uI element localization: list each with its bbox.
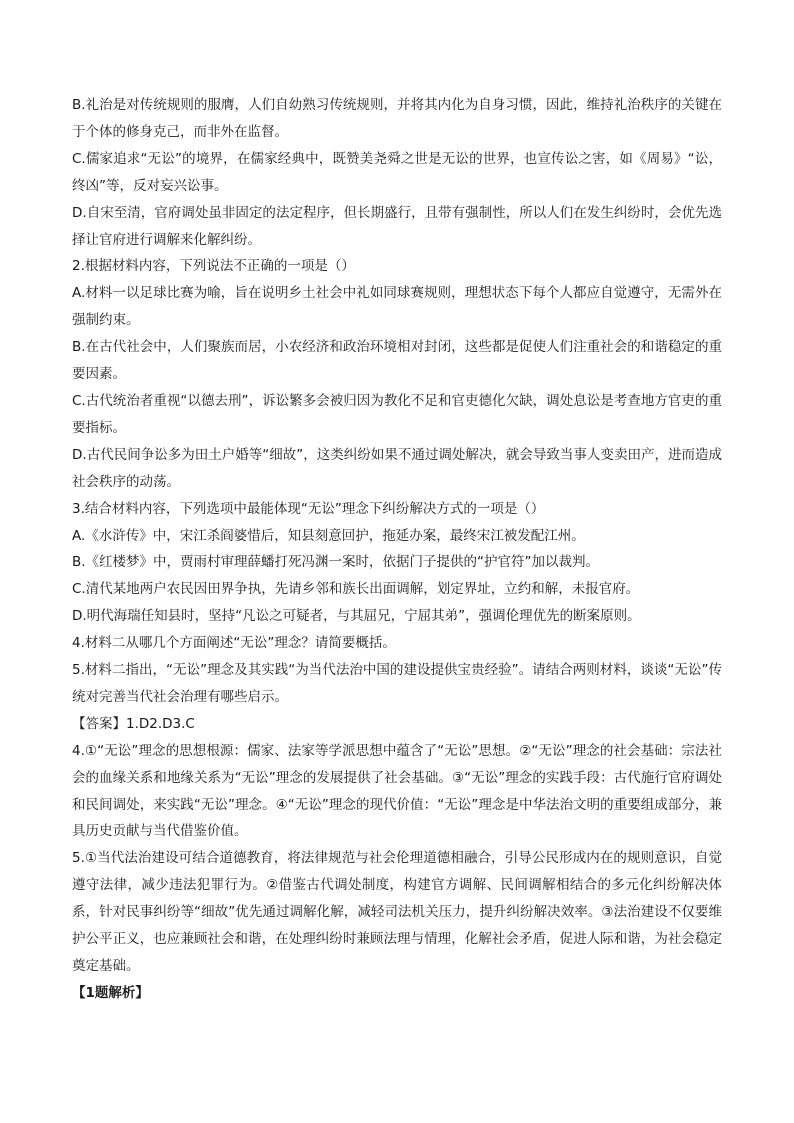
option-2a: A.材料一以足球比赛为喻，旨在说明乡土社会中礼如同球赛规则，理想状态下每个人都应自觉遵守，无需外在强制约束。 bbox=[72, 285, 722, 329]
option-2d: D.古代民间争讼多为田土户婚等“细故”，这类纠纷如果不通过调处解决，就会导致当事人变卖田产，进而造成社会秩序的动荡。 bbox=[72, 446, 722, 490]
option-3b: B.《红楼梦》中，贾雨村审理薛蟠打死冯渊一案时，依据门子提供的“护官符”加以裁判。 bbox=[72, 554, 600, 571]
analysis-heading: 【1题解析】 bbox=[72, 984, 149, 1001]
answer-5: 5.①当代法治建设可结合道德教育，将法律规范与社会伦理道德相融合，引导公民形成内在的规则意识，自觉遵守法律，减少违法犯罪行为。②借鉴古代调处制度，构建官方调解、民间调解相结合的多元化纠纷解决体系，针对民事纠纷等“细故”优先通过调解化解，减轻司法机关压力，提升纠纷解决效率。③法治建设不仅要维护公平正义，也应兼顾社会和谐，在处理纠纷时兼顾法理与情理，化解社会矛盾，促进人际和谐，为社会稳定奠定基础。 bbox=[72, 850, 722, 974]
answer-heading: 【答案】1.D2.D3.C bbox=[72, 715, 195, 732]
option-1b: B.礼治是对传统规则的服膺，人们自幼熟习传统规则，并将其内化为自身习惯，因此，维持礼治秩序的关键在于个体的修身克己，而非外在监督。 bbox=[72, 97, 722, 140]
question-4: 4.材料二从哪几个方面阐述“无讼”理念？请简要概括。 bbox=[72, 635, 396, 652]
option-2b: B.在古代社会中，人们聚族而居，小农经济和政治环境相对封闭，这些都是促使人们注重社会的和谐稳定的重要因素。 bbox=[72, 339, 722, 383]
question-3: 3.结合材料内容，下列选项中最能体现“无讼”理念下纠纷解决方式的一项是（） bbox=[72, 500, 545, 517]
option-3c: C.清代某地两户农民因田界争执，先请乡邻和族长出面调解，划定界址，立约和解，未报官府。 bbox=[72, 581, 640, 598]
question-2: 2.根据材料内容，下列说法不正确的一项是（） bbox=[72, 258, 355, 275]
document-page bbox=[72, 92, 722, 1007]
answer-4: 4.①“无讼”理念的思想根源：儒家、法家等学派思想中蕴含了“无讼”思想。②“无讼”理念的社会基础：宗法社会的血缘关系和地缘关系为“无讼”理念的发展提供了社会基础。③“无讼”理念的实践手段：古代施行官府调处和民间调处，来实践“无讼”理念。④“无讼”理念的现代价值：“无讼”理念是中华法治文明的重要组成部分，兼具历史贡献与当代借鉴价值。 bbox=[72, 742, 722, 840]
option-2c: C.古代统治者重视“以德去刑”，诉讼繁多会被归因为教化不足和官吏德化欠缺，调处息讼是考查地方官吏的重要指标。 bbox=[72, 392, 722, 436]
option-3d: D.明代海瑞任知县时，坚持“凡讼之可疑者，与其屈兄，宁屈其弟”，强调伦理优先的断案原则。 bbox=[72, 608, 641, 625]
option-1c: C.儒家追求“无讼”的境界，在儒家经典中，既赞美尧舜之世是无讼的世界，也宣传讼之害，如《周易》“讼，终凶”等，反对妄兴讼事。 bbox=[72, 150, 722, 194]
option-3a: A.《水浒传》中，宋江杀阎婆惜后，知县刻意回护，拖延办案，最终宋江被发配江州。 bbox=[72, 527, 585, 544]
option-1d: D.自宋至清，官府调处虽非固定的法定程序，但长期盛行，且带有强制性，所以人们在发生纠纷时，会优先选择让官府进行调解来化解纠纷。 bbox=[72, 204, 722, 248]
question-5: 5.材料二指出，“无讼”理念及其实践“为当代法治中国的建设提供宝贵经验”。请结合两则材料，谈谈“无讼”传统对完善当代社会治理有哪些启示。 bbox=[72, 662, 722, 705]
